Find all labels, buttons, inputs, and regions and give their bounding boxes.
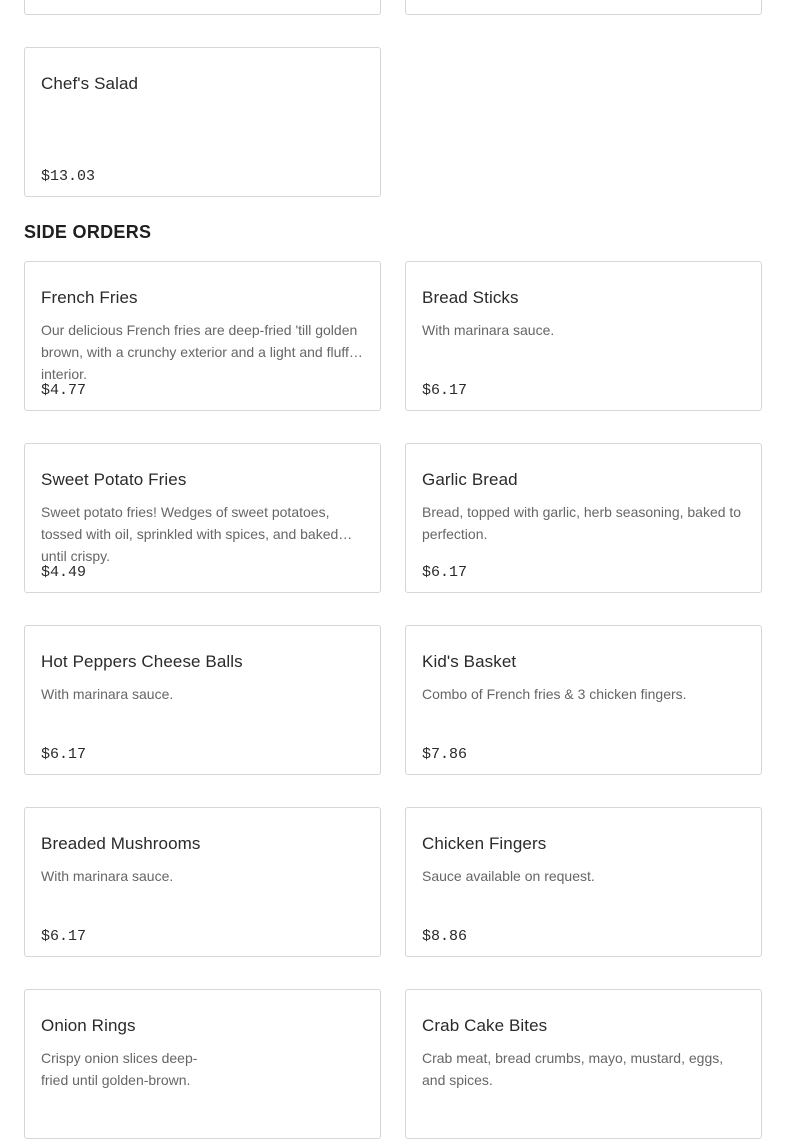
menu-item-name: Breaded Mushrooms xyxy=(41,834,201,853)
menu-item-description: Crab meat, bread crumbs, mayo, mustard, eggs, and spices. xyxy=(422,1050,724,1088)
menu-item-name: Sweet Potato Fries xyxy=(41,470,187,489)
menu-item-description: With marinara sauce. xyxy=(41,686,174,702)
menu-item-name: French Fries xyxy=(41,288,138,307)
menu-item-card-partial-right[interactable] xyxy=(405,0,762,15)
menu-item-card[interactable] xyxy=(405,443,762,593)
menu-item-description: Crispy onion slices deep-fried until golden-brown. xyxy=(41,1050,198,1088)
menu-item-name: Hot Peppers Cheese Balls xyxy=(41,652,243,671)
menu-item-price: $6.17 xyxy=(41,746,87,763)
menu-item-price: $13.03 xyxy=(41,168,96,185)
menu-item-price: $8.86 xyxy=(422,928,468,945)
menu-item-name: Chicken Fingers xyxy=(422,834,547,853)
menu-item-description: Sweet potato fries! Wedges of sweet potatoes, tossed with oil, sprinkled with spices, and baked until crispy. xyxy=(41,504,339,564)
menu-item-card[interactable] xyxy=(405,807,762,957)
menu-item-price: $6.17 xyxy=(41,928,87,945)
menu-item-card[interactable] xyxy=(405,625,762,775)
menu-item-name: Kid's Basket xyxy=(422,652,517,671)
menu-item-price: $4.49 xyxy=(41,564,87,581)
menu-item-card[interactable] xyxy=(24,807,381,957)
menu-item-card[interactable] xyxy=(24,625,381,775)
menu-item-card[interactable] xyxy=(24,443,381,593)
menu-item-name: Chef's Salad xyxy=(41,74,139,93)
menu-item-description: Bread, topped with garlic, herb seasoning, baked to perfection. xyxy=(422,504,742,542)
menu-item-card[interactable] xyxy=(24,989,381,1139)
menu-item-name: Crab Cake Bites xyxy=(422,1016,548,1035)
menu-item-name: Garlic Bread xyxy=(422,470,518,489)
menu-item-description: With marinara sauce. xyxy=(422,322,555,338)
menu-item-name: Bread Sticks xyxy=(422,288,519,307)
menu-item-card[interactable] xyxy=(24,261,381,411)
menu-item-price: $6.17 xyxy=(422,564,468,581)
menu-item-description: Combo of French fries & 3 chicken fingers. xyxy=(422,686,687,702)
section-title: SIDE ORDERS xyxy=(24,222,152,242)
menu-item-price: $7.86 xyxy=(422,746,468,763)
menu-item-description: Sauce available on request. xyxy=(422,868,595,884)
menu-item-name: Onion Rings xyxy=(41,1016,136,1035)
menu-item-description: With marinara sauce. xyxy=(41,868,174,884)
menu-item-card[interactable] xyxy=(405,261,762,411)
menu-item-card[interactable] xyxy=(24,47,381,197)
menu-item-price: $4.77 xyxy=(41,382,87,399)
menu-item-card-partial-left[interactable] xyxy=(24,0,381,15)
menu-item-price: $6.17 xyxy=(422,382,468,399)
menu-item-card[interactable] xyxy=(405,989,762,1139)
menu-item-description: Our delicious French fries are deep-fried 'till golden brown, with a crunchy exterior and a light and fluffy interior. xyxy=(41,322,358,382)
